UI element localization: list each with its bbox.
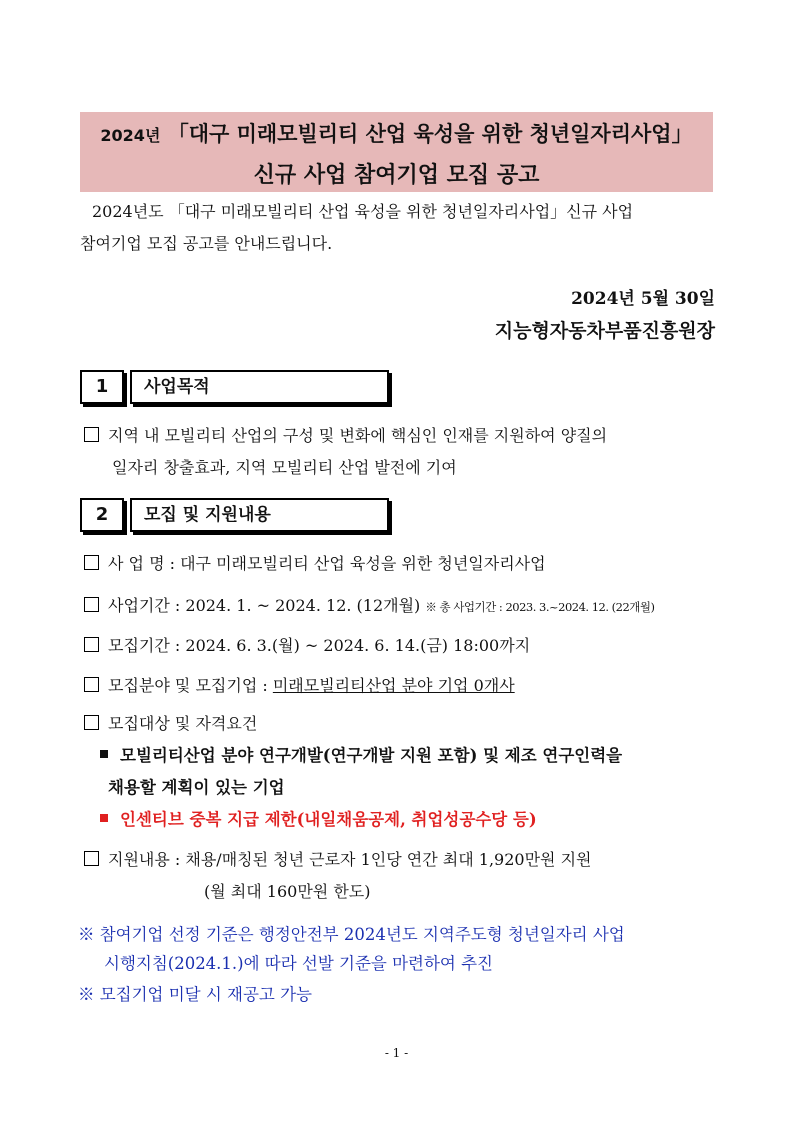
intro-paragraph <box>80 196 720 260</box>
recruit-field-label: 모집분야 및 모집기업 : <box>108 676 273 695</box>
title-line-2: 신규 사업 참여기업 모집 공고 <box>253 163 540 188</box>
title-line-1 <box>80 118 713 148</box>
recruit-period-item <box>84 630 530 662</box>
issuing-organization: 지능형자동차부품진흥원장 <box>494 320 715 342</box>
purpose-item <box>84 420 607 452</box>
support-line-2: (월 최대 160만원 한도) <box>204 882 371 901</box>
purpose-line-1: 지역 내 모빌리티 산업의 구성 및 변화에 핵심인 인재를 지원하여 양질의 <box>108 426 608 445</box>
checkbox-square-icon <box>84 427 99 442</box>
intro-line-1: 2024년도 「대구 미래모빌리티 산업 육성을 위한 청년일자리사업」신규 사업 <box>92 202 634 221</box>
section-1-number: 1 <box>80 370 124 404</box>
eligibility-1-line-2: 채용할 계획이 있는 기업 <box>108 778 285 797</box>
project-period-item <box>84 590 654 623</box>
checkbox-square-icon <box>84 597 99 612</box>
checkbox-square-icon <box>84 555 99 570</box>
eligibility-sub-2 <box>100 804 720 836</box>
recruit-field-value: 미래모빌리티산업 분야 기업 0개사 <box>272 676 515 695</box>
eligibility-1-line-1: 모빌리티산업 분야 연구개발(연구개발 지원 포함) 및 제조 연구인력을 <box>120 746 623 765</box>
title-banner <box>80 112 713 192</box>
red-square-bullet-icon <box>100 814 108 822</box>
note-2: ※ 모집기업 미달 시 재공고 가능 <box>78 985 312 1004</box>
project-name-text: 사 업 명 : 대구 미래모빌리티 산업 육성을 위한 청년일자리사업 <box>108 554 546 573</box>
support-item <box>84 844 591 876</box>
project-name-item <box>84 548 546 580</box>
recruit-field-item <box>84 670 515 702</box>
purpose-line-2: 일자리 창출효과, 지역 모빌리티 산업 발전에 기여 <box>112 458 457 477</box>
section-2-title: 모집 및 지원내용 <box>130 498 389 532</box>
title-main: 「대구 미래모빌리티 산업 육성을 위한 청년일자리사업」 <box>167 122 693 146</box>
checkbox-square-icon <box>84 677 99 692</box>
black-square-bullet-icon <box>100 750 108 758</box>
section-2-number: 2 <box>80 498 124 532</box>
eligibility-2-text: 인센티브 중복 지급 제한(내일채움공제, 취업성공수당 등) <box>120 810 537 829</box>
checkbox-square-icon <box>84 637 99 652</box>
eligibility-item <box>84 708 257 740</box>
eligibility-sub-1 <box>100 740 720 772</box>
announcement-date: 2024년 5월 30일 <box>571 289 715 309</box>
intro-line-2: 참여기업 모집 공고를 안내드립니다. <box>80 234 333 253</box>
total-period-note: ※ 총 사업기간 : 2023. 3.~2024. 12. (22개월) <box>425 600 655 614</box>
checkbox-square-icon <box>84 715 99 730</box>
eligibility-label: 모집대상 및 자격요건 <box>108 714 258 733</box>
checkbox-square-icon <box>84 851 99 866</box>
note-1-line-1: ※ 참여기업 선정 기준은 행정안전부 2024년도 지역주도형 청년일자리 사업 <box>78 925 625 944</box>
project-period-text: 사업기간 : 2024. 1. ~ 2024. 12. (12개월) <box>108 596 421 615</box>
page-number: - 1 - <box>384 1046 409 1060</box>
section-1-title: 사업목적 <box>130 370 389 404</box>
support-line-1: 지원내용 : 채용/매칭된 청년 근로자 1인당 연간 최대 1,920만원 지원 <box>108 850 592 869</box>
recruit-period-text: 모집기간 : 2024. 6. 3.(월) ~ 2024. 6. 14.(금) 18:00까지 <box>108 636 531 655</box>
title-year: 2024년 <box>100 126 161 145</box>
note-1-line-2: 시행지침(2024.1.)에 따라 선발 기준을 마련하여 추진 <box>104 954 493 973</box>
